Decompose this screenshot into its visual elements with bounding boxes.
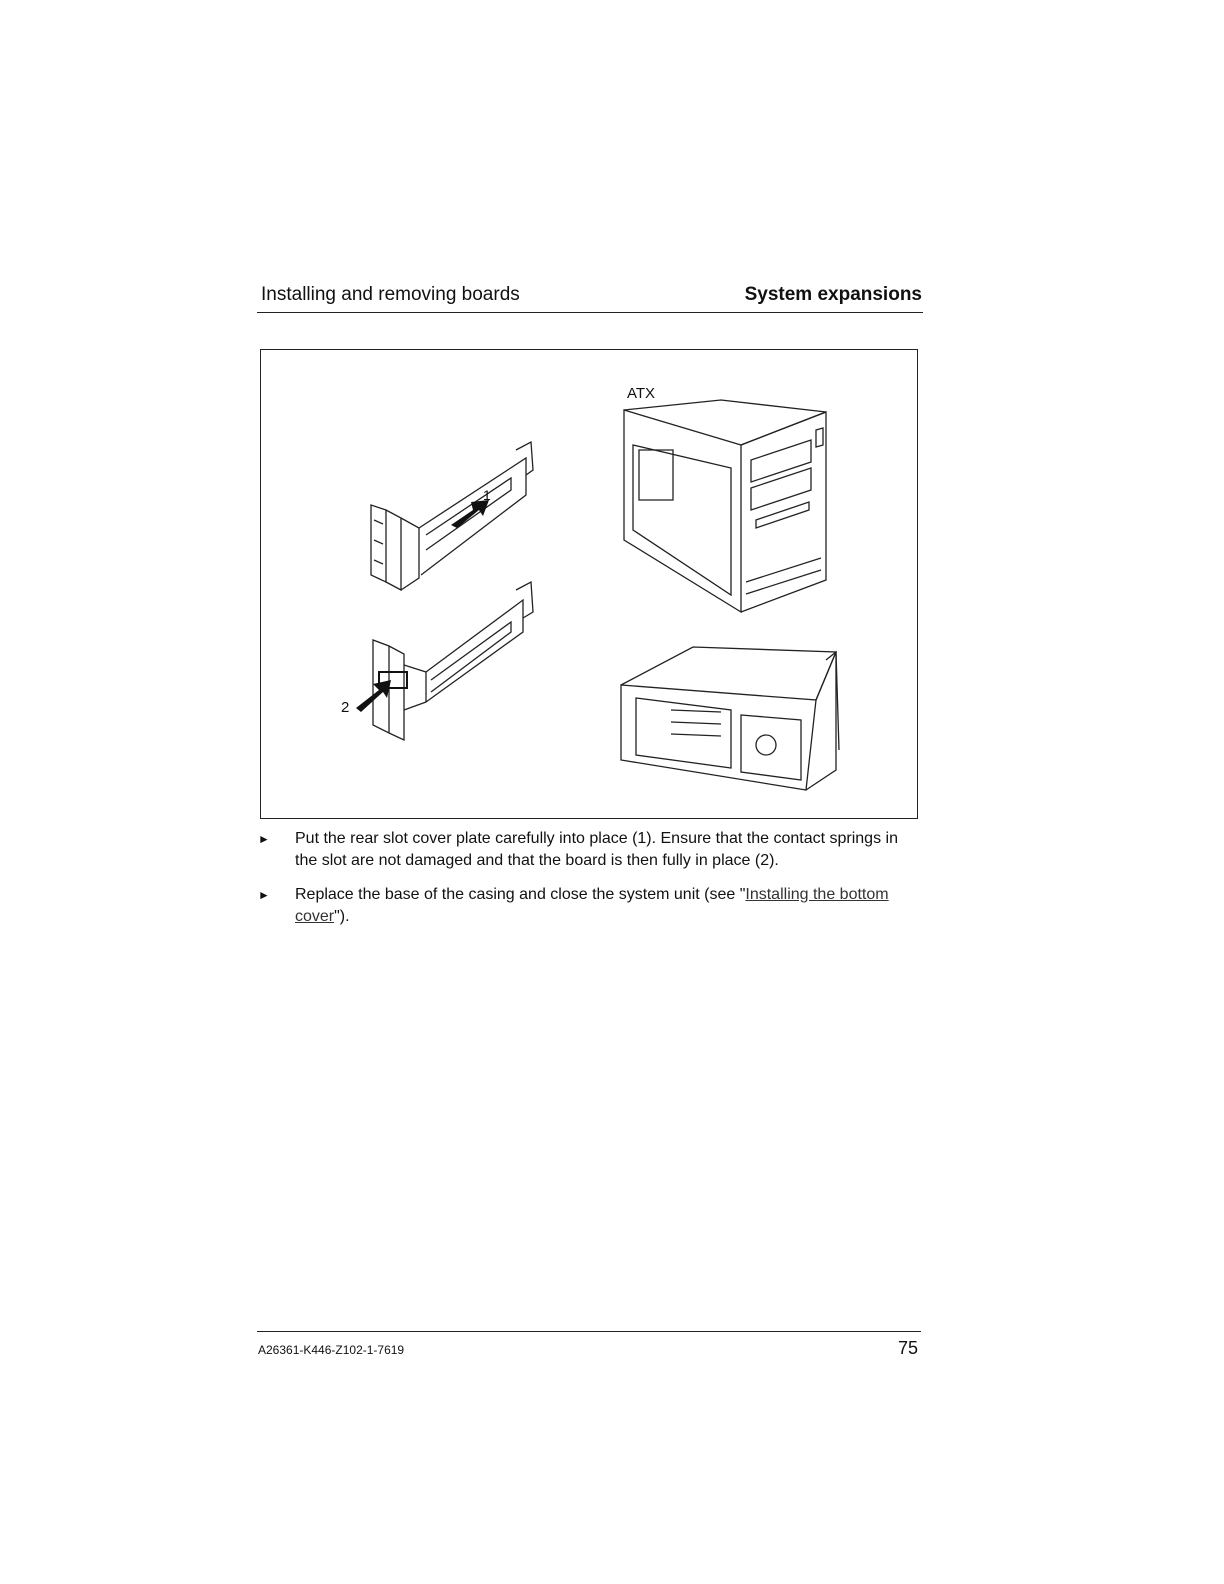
instruction-step [258,884,918,928]
slot-bracket-lower [373,582,533,740]
board-installation-figure [260,349,918,819]
bullet-icon: ► [258,832,270,846]
instruction-step [258,828,918,872]
header-divider [257,312,923,313]
bullet-icon: ► [258,888,270,902]
page-number: 75 [897,1338,918,1358]
footer-divider [257,1331,921,1332]
callout-1: 1 [483,487,491,503]
step-text-before-link: Replace the base of the casing and close the system unit (see " [295,886,746,903]
tower-pc-drawing [624,400,826,612]
installing-bottom-cover-link[interactable]: Installing the bottom cover [295,886,889,925]
desktop-pc-drawing [621,647,839,790]
instruction-list [258,828,918,940]
atx-label: ATX [627,385,656,402]
callout-2: 2 [341,699,350,716]
slot-bracket-upper [371,442,533,590]
figure-drawing [261,350,919,820]
chapter-title: System expansions [744,284,922,305]
step-text-after-link: "). [334,908,350,925]
step-text: Put the rear slot cover plate carefully into place (1). Ensure that the contact springs in the slot are not damaged and that the board is then fully in place (2). [295,830,898,869]
section-title: Installing and removing boards [261,284,520,305]
document-number: A26361-K446-Z102-1-7619 [258,1343,405,1357]
